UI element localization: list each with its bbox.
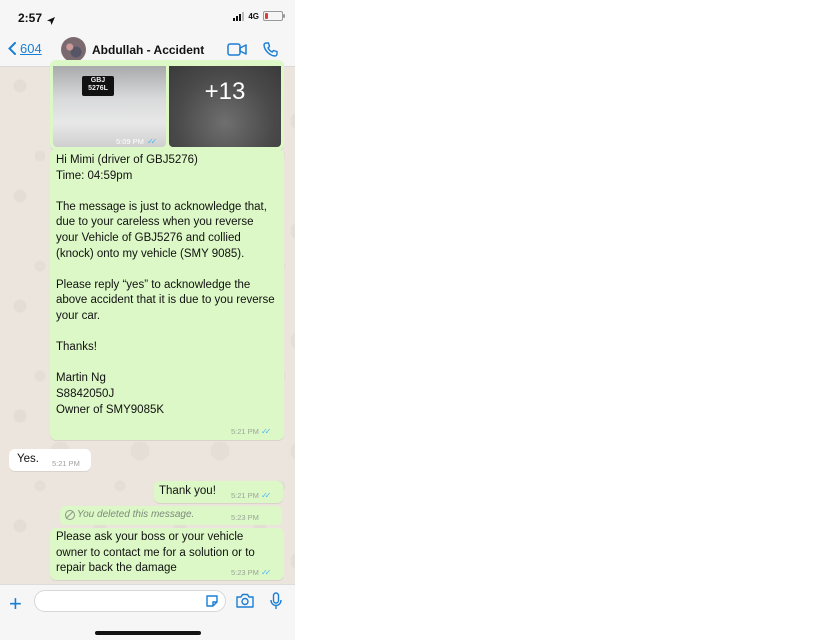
network-type: 4G [248,11,259,21]
message-time: 5:21 PM [231,427,259,436]
message-text: Please ask your boss or your vehicle owner to contact me for a solution or to repair back the damage [56,531,258,575]
read-receipt-icon: ✓✓ [146,137,155,146]
video-call-icon[interactable] [227,43,247,61]
deleted-message-bubble[interactable] [60,506,282,525]
message-time: 5:23 PM [231,568,259,577]
photo-thumbnail-more[interactable] [169,66,281,147]
message-input-bar [0,584,295,640]
message-meta [231,491,268,500]
phone-call-icon[interactable] [263,42,278,62]
more-photos-count: +13 [204,78,246,105]
sticker-icon[interactable] [205,594,219,613]
camera-icon[interactable] [236,593,254,613]
photo-timestamp: 5:09 PM ✓✓ [116,137,155,146]
read-receipt-icon: ✓✓ [260,427,269,436]
unread-count: 604 [20,41,42,56]
message-time: 5:23 PM [231,513,259,522]
message-bubble-outgoing[interactable] [50,528,284,580]
status-time: 2:57 [18,11,43,25]
status-bar [0,0,295,34]
signal-icon [233,12,244,21]
message-time: 5:21 PM [231,491,259,500]
attach-plus-icon[interactable]: + [9,591,22,616]
battery-icon [263,11,283,21]
message-meta [231,513,259,522]
message-meta [52,459,80,468]
message-time: 5:21 PM [52,459,80,468]
phone-screen [0,0,295,640]
message-bubble-outgoing[interactable] [50,149,284,440]
microphone-icon[interactable] [270,592,282,615]
contact-name[interactable]: Abdullah - Accident [92,43,205,57]
message-input[interactable] [34,590,226,612]
battery-level [265,13,268,19]
message-bubble-outgoing[interactable] [154,481,283,503]
location-arrow-icon [47,12,55,30]
message-text: Thank you! [159,485,216,497]
back-button[interactable] [8,41,42,56]
deleted-message-text: You deleted this message. [77,509,195,520]
message-bubble-incoming[interactable] [9,449,91,471]
chevron-left-icon [8,42,16,55]
read-receipt-icon: ✓✓ [260,491,269,500]
license-plate-text: GBJ 5276L [88,77,108,92]
message-text: Yes. [17,453,39,465]
message-text: Hi Mimi (driver of GBJ5276) Time: 04:59pm The message is just to acknowledge that, due to your careless when you reverse your Vehicle of GBJ5276 and collied (knock) onto my vehicle (SMY 9085). Please reply “yes” to acknowledge the above accident that it is due to you reverse your car. Thanks! Martin Ng S8842050J Owner of SMY9085K [56,154,275,416]
photo-thumbnail[interactable] [53,66,166,147]
message-meta [231,568,268,577]
message-meta [231,427,268,436]
read-receipt-icon: ✓✓ [260,568,269,577]
home-indicator [95,631,201,635]
deleted-icon [65,510,75,520]
avatar[interactable] [61,37,86,62]
